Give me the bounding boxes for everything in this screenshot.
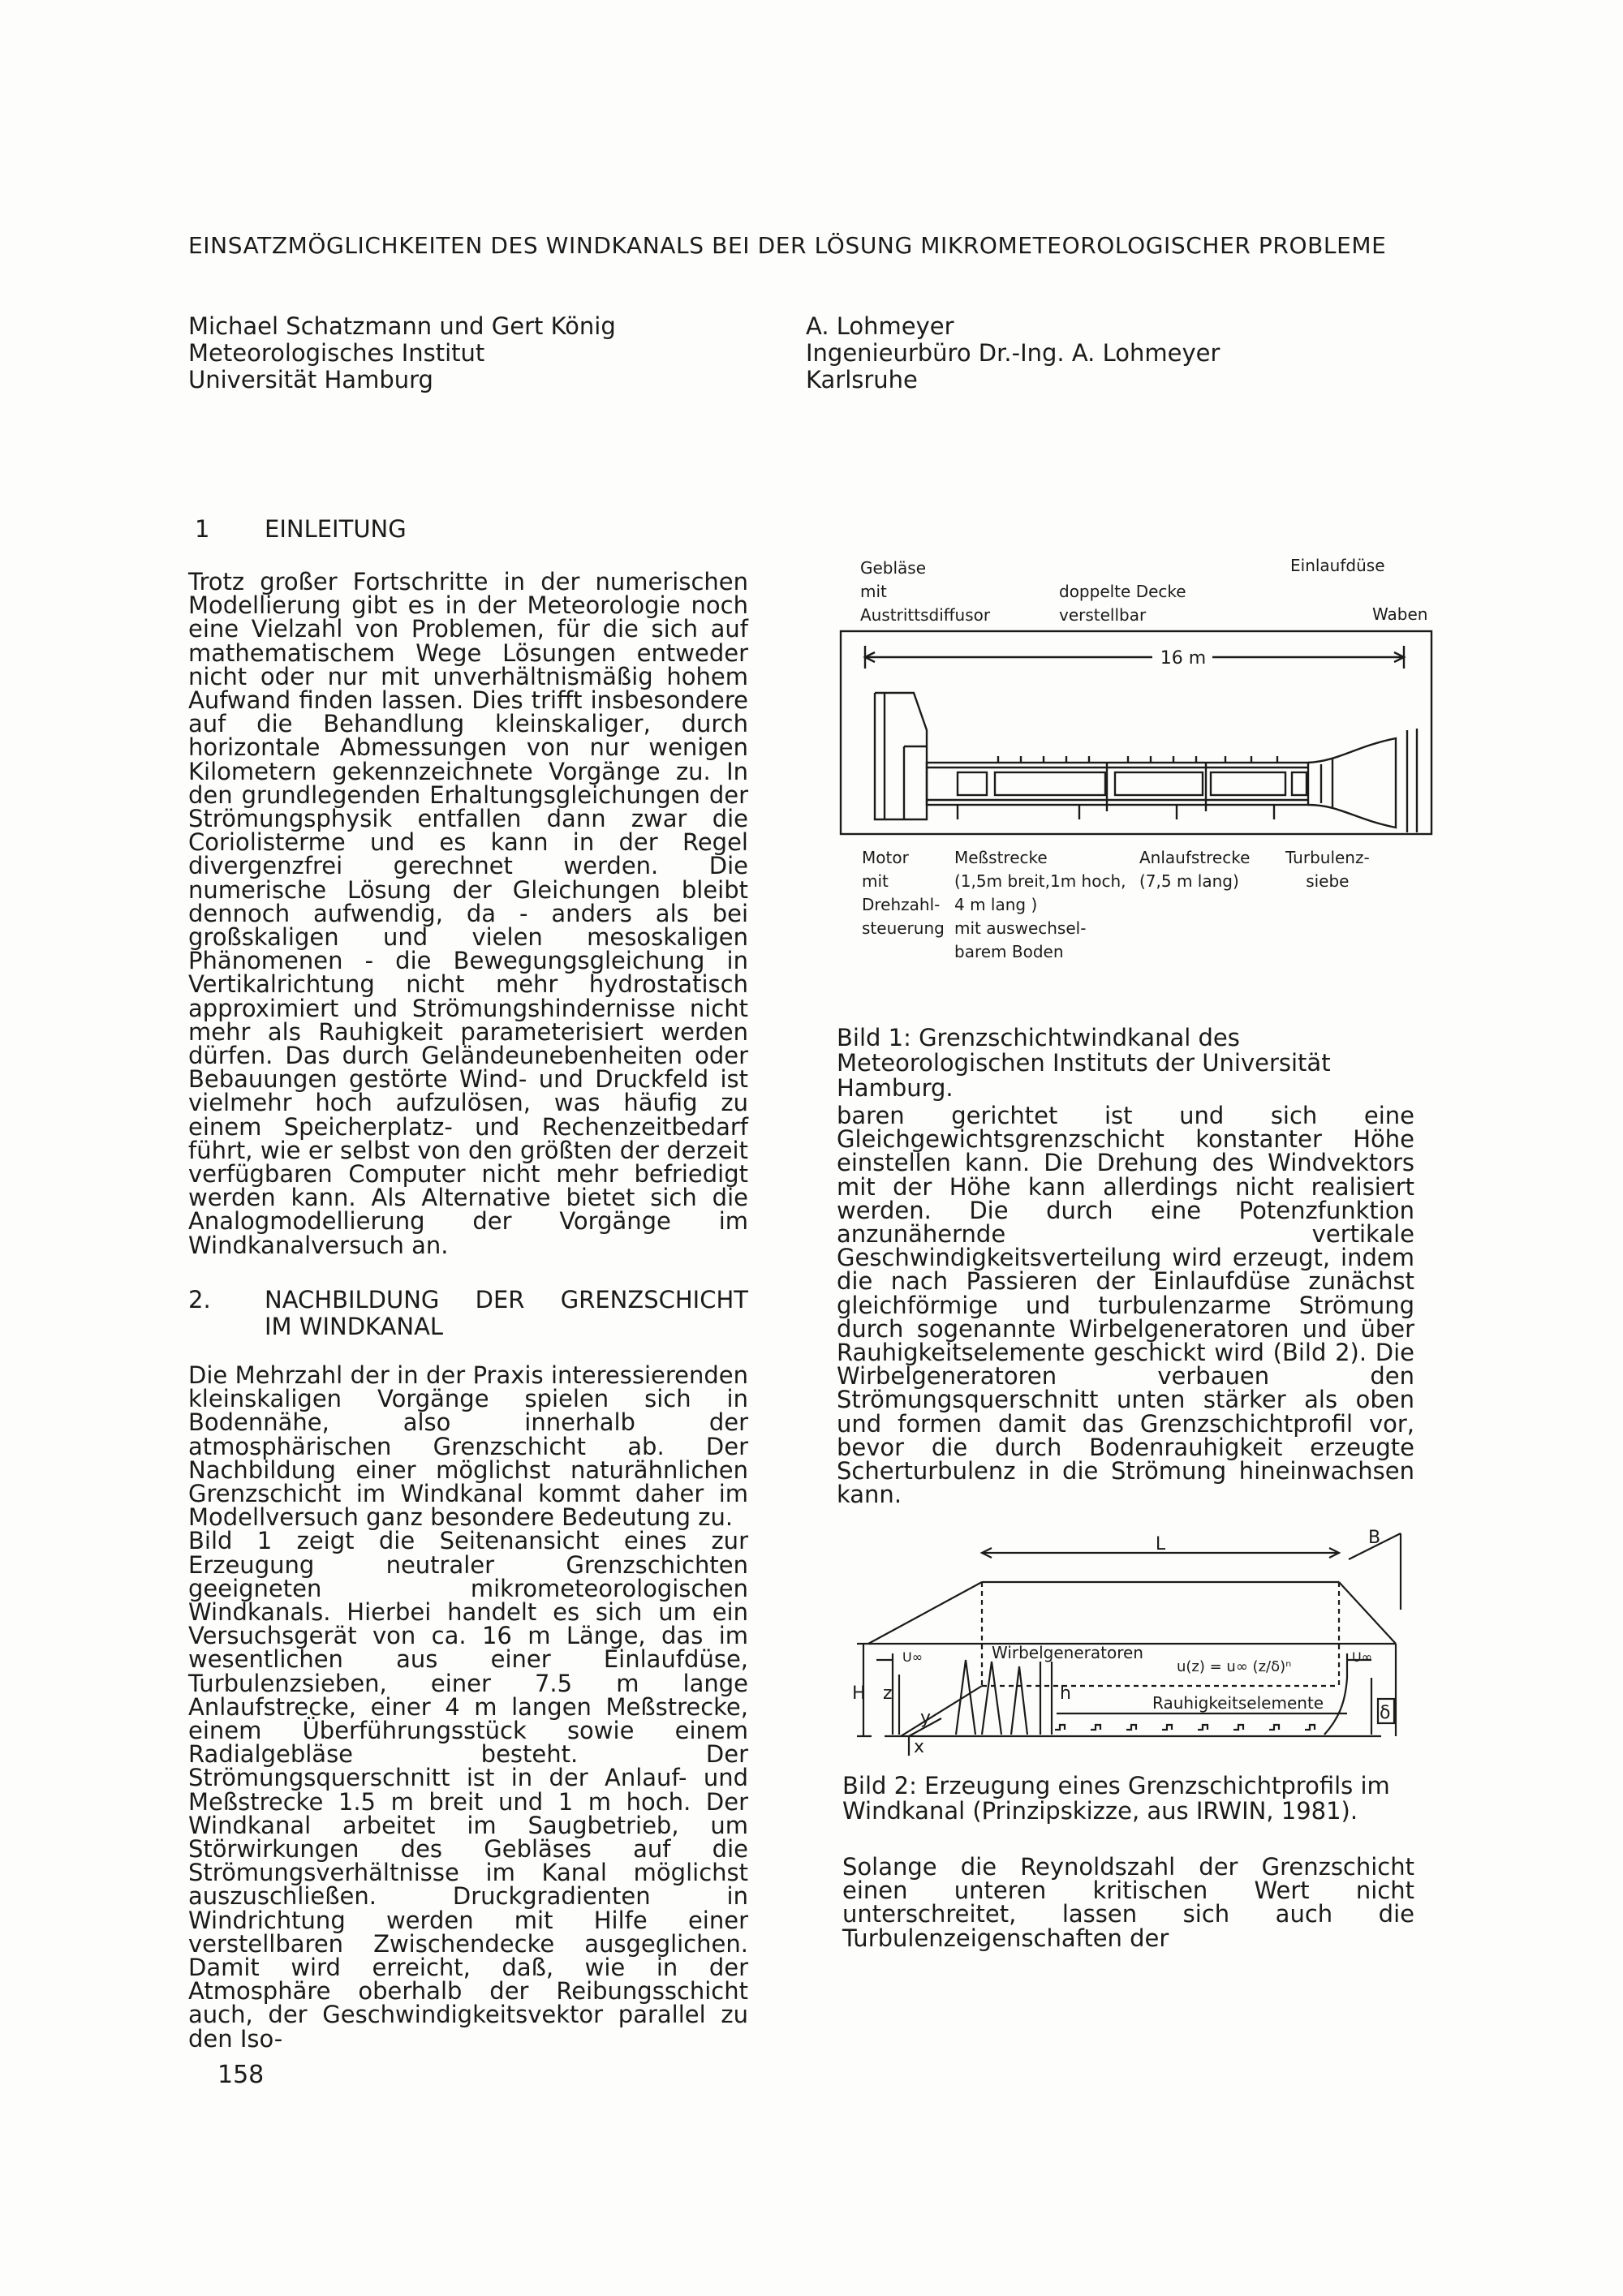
fig2-label-u-inf-right: U∞ (1352, 1649, 1373, 1665)
section2-title-line1: NACHBILDUNG DER GRENZSCHICHT (265, 1286, 748, 1314)
fig2-label-B: B (1368, 1528, 1381, 1548)
paragraph: Bild 1 zeigt die Seitenansicht eines zur Erzeugung neutraler Grenzschichten geeigneten mikrometeorologischen Windkanals. Hierbei handelt es sich um ein Versuchsgerät von ca. 16 m Länge, das im wesentlichen aus einer Einlaufdüse, Turbulenzsieben, einer 7.5 m lange Anlaufstrecke, einer 4 m langen Meßstrecke, einem Überführungsstück sowie einem Radialgebläse besteht. Der Strömungsquerschnitt ist in der Anlauf- und Meßstrecke 1.5 m breit und 1 m hoch. Der Windkanal arbeitet im Saugbetrieb, um Störwirkungen des Gebläses auf die Strömungsverhältnisse im Kanal möglichst auszuschließen. Druckgradienten in Windrichtung werden mit Hilfe einer verstellbaren Zwischendecke ausgeglichen. Damit wird erreicht, daß, wie in der Atmosphäre oberhalb der Reibungsschicht auch, der Geschwindigkeitsvektor parallel zu den Iso- (188, 1527, 748, 2053)
paragraph: Trotz großer Fortschritte in der numerischen Modellierung gibt es in der Meteorologie noch eine Vielzahl von Problemen, für die sich auf mathematischem Wege Lösungen entweder nicht oder nur mit unverhältnismäßig hohem Aufwand finden lassen. Dies trifft insbesondere auf die Behandlung kleinskaliger, durch horizontale Abmessungen von nur wenigen Kilometern gekennzeichnete Vorgänge zu. In den grundlegenden Erhaltungsgleichungen der Strömungsphysik entfallen dann zwar die Coriolisterme und es kann in der Regel divergenzfrei gerechnet werden. Die numerische Lösung der Gleichungen bleibt dennoch aufwendig, da - anders als bei großskaligen und vielen mesoskaligen Phänomenen - die Bewegungsgleichung in Vertikalrichtung nicht mehr hydrostatisch approximiert und Strömungshindernisse nicht mehr als Rauhigkeit parameterisiert werden dürfen. Das durch Geländeunebenheiten oder Bebauungen gestörte Wind- und Druckfeld ist vielmehr hoch aufzulösen, was häufig zu einem Speicherplatz- und Rechenzeitbedarf führt, wie er selbst von den größten der derzeit verfügbaren Computer nicht mehr befriedigt werden kann. Als Alternative bietet sich die Analogmodellierung der Vorgänge im Windkanalversuch an. (188, 568, 748, 1259)
fig1-label-waben: Waben (1372, 604, 1428, 624)
paragraph: Die Mehrzahl der in der Praxis interessierenden kleinskaligen Vorgänge spielen sich in Bodennähe, also innerhalb der atmosphärischen Grenzschicht ab. Der Nachbildung einer möglichst naturähnlichen Grenzschicht im Windkanal kommt daher im Modellversuch ganz besondere Bedeutung zu. (188, 1361, 748, 1532)
fig1-label-decke: doppelte Decke verstellbar (1059, 582, 1186, 625)
fig2-label-delta: δ (1380, 1703, 1391, 1723)
authors-left (188, 313, 616, 393)
section2-number: 2. (188, 1286, 211, 1314)
fig2-label-z: z (883, 1683, 893, 1704)
fig1-tunnel-body (927, 763, 1308, 805)
fig1-blower (875, 693, 927, 819)
fig2-label-rauh: Rauhigkeitselemente (1152, 1693, 1324, 1713)
fig2-label-L: L (1155, 1534, 1166, 1554)
section2-heading (265, 1287, 748, 1340)
section1-title: EINLEITUNG (265, 515, 407, 543)
fig2-caption: Bild 2: Erzeugung eines Grenzschichtprofils im Windkanal (Prinzipskizze, aus IRWIN, 1981). (842, 1772, 1390, 1825)
fig1-dimension-label: 16 m (1160, 648, 1207, 669)
right-column-body-2 (842, 1855, 1414, 1950)
section1-body (188, 570, 748, 1258)
fig1-label-messstrecke: Meßstrecke (1,5m breit,1m hoch, 4 m lang ) mit auswechsel- barem Boden (954, 848, 1126, 961)
fig1-ceiling-adjusters (998, 756, 1277, 763)
author-line: Universität Hamburg (188, 366, 433, 393)
fig2-label-formula: u(z) = u∞ (z/δ)ⁿ (1177, 1658, 1292, 1675)
author-line: Michael Schatzmann und Gert König (188, 312, 616, 340)
fig1-caption: Bild 1: Grenzschichtwindkanal des Meteorologischen Instituts der Universität Hamburg. (837, 1024, 1331, 1102)
fig2-label-u-inf-left: U∞ (902, 1649, 923, 1665)
fig2-boundary-layer-diagram (852, 1528, 1420, 1757)
author-line: A. Lohmeyer (806, 312, 954, 340)
paragraph: Solange die Reynoldszahl der Grenzschicht einen unteren kritischen Wert nicht unterschreitet, lassen sich auch die Turbulenzeigenschaften der (842, 1853, 1414, 1952)
fig1-label-anlauf: Anlaufstrecke (7,5 m lang) (1139, 848, 1251, 891)
section2-body (188, 1361, 748, 2053)
author-line: Meteorologisches Institut (188, 339, 485, 367)
page-title: EINSATZMÖGLICHKEITEN DES WINDKANALS BEI DER LÖSUNG MIKROMETEOROLOGISCHER PROBLEME (188, 232, 1387, 259)
fig2-label-h: h (1060, 1683, 1071, 1704)
fig2-label-x: x (914, 1737, 925, 1757)
authors-right (806, 313, 1220, 393)
fig1-wind-tunnel-diagram (836, 625, 1436, 852)
author-line: Karlsruhe (806, 366, 918, 393)
fig1-label-einlauf: Einlaufdüse (1290, 556, 1385, 575)
paragraph: baren gerichtet ist und sich eine Gleichgewichtsgrenzschicht konstanter Höhe einstellen kann. Die Drehung des Windvektors mit der Höhe kann allerdings nicht realisiert werden. Die durch eine Potenzfunktion anzunähernde vertikale Geschwindigkeitsverteilung wird erzeugt, indem die nach Passieren der Einlaufdüse zunächst gleichförmige und turbulenzarme Strömung durch sogenannte Wirbelgeneratoren und über Rauhigkeitselemente geschickt wird (Bild 2). Die Wirbelgeneratoren verbauen den Strömungsquerschnitt unten stärker als oben und formen damit das Grenzschichtprofil vor, bevor die durch Bodenrauhigkeit erzeugte Scherturbulenz in die Strömung hineinwachsen kann. (837, 1102, 1414, 1509)
section2-title-line2: IM WINDKANAL (265, 1313, 444, 1340)
fig2-label-H: H (852, 1683, 866, 1704)
author-line: Ingenieurbüro Dr.-Ing. A. Lohmeyer (806, 339, 1220, 367)
fig2-label-wirbel: Wirbelgeneratoren (992, 1643, 1143, 1662)
right-column-body (837, 1104, 1414, 1507)
fig1-label-geblaese: Gebläse mit Austrittsdiffusor (860, 558, 991, 625)
fig1-label-turbulenz: Turbulenz- siebe (1285, 848, 1370, 891)
fig2-label-y: y (920, 1708, 932, 1728)
fig1-frame (841, 631, 1431, 834)
fig1-label-motor: Motor mit Drehzahl- steuerung (862, 848, 945, 938)
page-number: 158 (217, 2061, 265, 2089)
section1-number: 1 (195, 515, 210, 543)
